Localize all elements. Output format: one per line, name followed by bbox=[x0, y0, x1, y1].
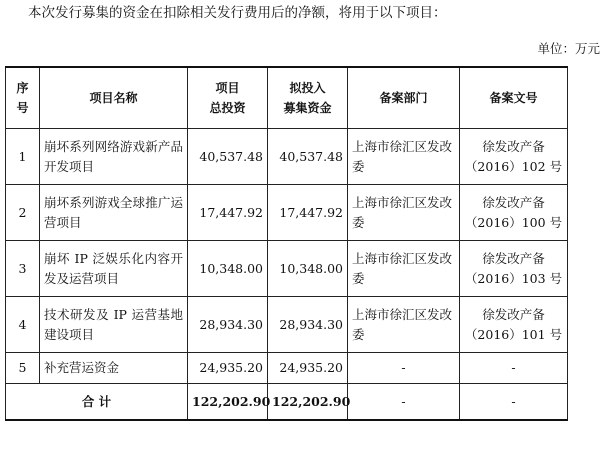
row-seq: 3 bbox=[6, 241, 40, 297]
row-doc-line1: 徐发改产备 bbox=[482, 306, 545, 322]
row-doc bbox=[460, 297, 568, 353]
row-doc bbox=[460, 241, 568, 297]
row-raise: 24,935.20 bbox=[268, 353, 348, 384]
header-raise-line2: 募集资金 bbox=[283, 101, 332, 115]
header-total-line1: 项目 bbox=[215, 81, 240, 95]
row-doc-line1: 徐发改产备 bbox=[482, 250, 545, 266]
row-name: 技术研发及 IP 运营基地建设项目 bbox=[40, 297, 188, 353]
row-name: 崩坏系列游戏全球推广运营项目 bbox=[40, 185, 188, 241]
table-header-row bbox=[6, 67, 568, 129]
total-dept: - bbox=[348, 384, 460, 421]
table-row bbox=[6, 241, 568, 297]
row-doc bbox=[460, 185, 568, 241]
table-row bbox=[6, 185, 568, 241]
row-doc: - bbox=[460, 353, 568, 384]
row-doc-line2: （2016）100 号 bbox=[464, 214, 563, 230]
header-total bbox=[188, 67, 268, 129]
fundraising-projects-table bbox=[5, 66, 568, 421]
row-name: 补充营运资金 bbox=[40, 353, 188, 384]
row-total: 17,447.92 bbox=[188, 185, 268, 241]
row-raise: 40,537.48 bbox=[268, 129, 348, 185]
row-doc bbox=[460, 129, 568, 185]
total-row bbox=[6, 384, 568, 421]
row-total: 28,934.30 bbox=[188, 297, 268, 353]
total-total: 122,202.90 bbox=[188, 384, 268, 421]
header-total-line2: 总投资 bbox=[209, 101, 246, 115]
table-row bbox=[6, 129, 568, 185]
table-row bbox=[6, 297, 568, 353]
row-seq: 5 bbox=[6, 353, 40, 384]
row-total: 10,348.00 bbox=[188, 241, 268, 297]
row-doc-line2: （2016）102 号 bbox=[464, 158, 563, 174]
row-raise: 17,447.92 bbox=[268, 185, 348, 241]
table-row bbox=[6, 353, 568, 384]
header-seq-line1: 序 bbox=[16, 81, 29, 95]
intro-paragraph: 本次发行募集的资金在扣除相关发行费用后的净额，将用于以下项目： bbox=[28, 5, 447, 21]
header-seq bbox=[6, 67, 40, 129]
total-label: 合 计 bbox=[6, 384, 188, 421]
row-doc-line1: 徐发改产备 bbox=[482, 194, 545, 210]
row-dept: 上海市徐汇区发改委 bbox=[348, 297, 460, 353]
row-dept: 上海市徐汇区发改委 bbox=[348, 129, 460, 185]
row-seq: 4 bbox=[6, 297, 40, 353]
row-name: 崩坏系列网络游戏新产品开发项目 bbox=[40, 129, 188, 185]
row-doc-line1: 徐发改产备 bbox=[482, 138, 545, 154]
header-dept: 备案部门 bbox=[348, 67, 460, 129]
header-seq-line2: 号 bbox=[16, 101, 29, 115]
header-doc: 备案文号 bbox=[460, 67, 568, 129]
total-doc: - bbox=[460, 384, 568, 421]
row-raise: 10,348.00 bbox=[268, 241, 348, 297]
header-raise-line1: 拟投入 bbox=[289, 81, 326, 95]
row-total: 24,935.20 bbox=[188, 353, 268, 384]
row-dept: 上海市徐汇区发改委 bbox=[348, 185, 460, 241]
total-raise: 122,202.90 bbox=[268, 384, 348, 421]
row-dept: 上海市徐汇区发改委 bbox=[348, 241, 460, 297]
unit-label: 单位：万元 bbox=[537, 41, 600, 56]
row-raise: 28,934.30 bbox=[268, 297, 348, 353]
row-seq: 2 bbox=[6, 185, 40, 241]
header-name: 项目名称 bbox=[40, 67, 188, 129]
row-doc-line2: （2016）101 号 bbox=[464, 326, 563, 342]
row-total: 40,537.48 bbox=[188, 129, 268, 185]
row-name: 崩坏 IP 泛娱乐化内容开发及运营项目 bbox=[40, 241, 188, 297]
row-dept: - bbox=[348, 353, 460, 384]
header-raise bbox=[268, 67, 348, 129]
row-seq: 1 bbox=[6, 129, 40, 185]
row-doc-line2: （2016）103 号 bbox=[464, 270, 563, 286]
